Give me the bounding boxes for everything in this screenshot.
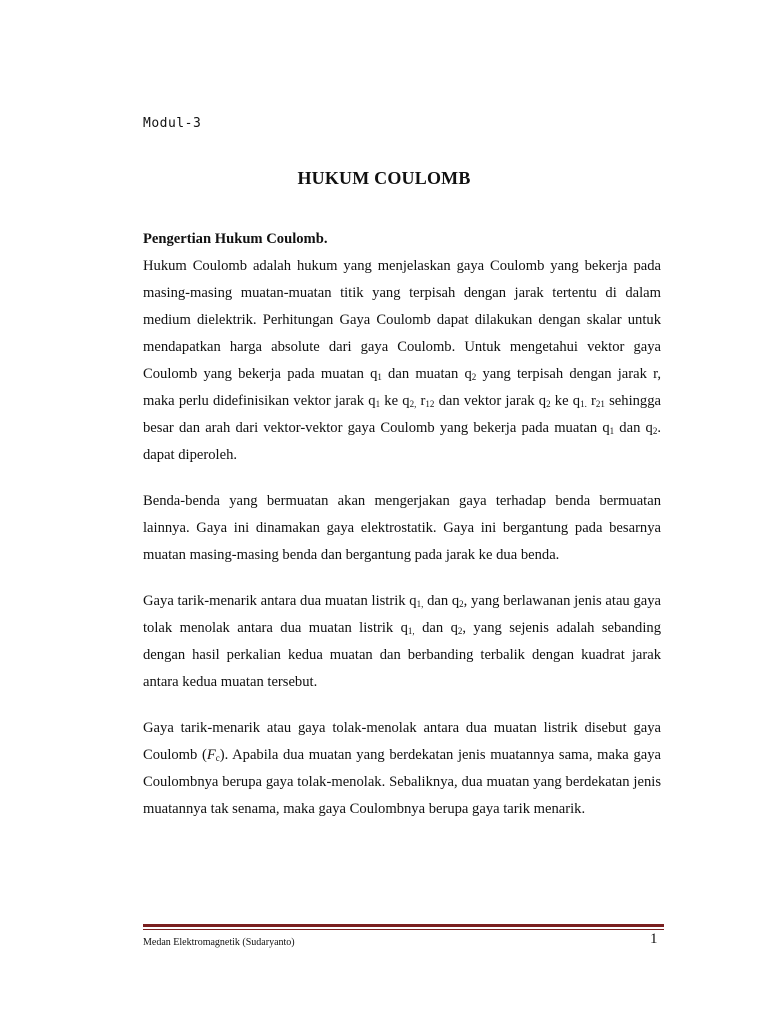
footer-rule-thick: [143, 924, 664, 927]
page-number: 1: [650, 931, 658, 947]
page-title: HUKUM COULOMB: [297, 168, 471, 188]
paragraph-2: Benda-benda yang bermuatan akan mengerjakan gaya terhadap benda bermuatan lainnya. Gaya ini dinamakan gaya elektrostatik. Gaya ini bergantung pada besarnya muatan masing-masing benda dan bergantung pada jarak ke dua benda.: [143, 493, 661, 563]
footer-rule-thin: [143, 929, 664, 930]
footer-rule: [143, 924, 664, 930]
footer-author: Medan Elektromagnetik (Sudaryanto): [143, 937, 295, 948]
paragraph-1: Hukum Coulomb adalah hukum yang menjelaskan gaya Coulomb yang bekerja pada masing-masing muatan-muatan titik yang terpisah dengan jarak tertentu di dalam medium dielektrik. Perhitungan Gaya Coulomb dapat dilakukan dengan skalar untuk mendapatkan harga absolute dari gaya Coulomb. Untuk mengetahui vektor gaya Coulomb yang bekerja pada muatan $q_1$ dan muatan $q_2$ yang terpisah dengan jarak r, maka perlu didefinisikan vektor jarak $q_1$ ke $q_{2,}$ $r_{12}$ dan vektor jarak $q_2$ ke $q_{1.}$ $r_{21}$ sehingga besar dan arah dari vektor-vektor gaya Coulomb yang bekerja pada muatan $q_1$ dan $q_2$. dapat diperoleh.: [143, 258, 662, 463]
document-body: [143, 226, 661, 842]
module-label: Modul-3: [143, 116, 202, 131]
section-heading: Pengertian Hukum Coulomb.: [143, 231, 328, 247]
paragraph-3: Gaya tarik-menarik antara dua muatan listrik $q_{1,}$ dan $q_2$, yang berlawanan jenis atau gaya tolak menolak antara dua muatan listrik $q_{1,}$ dan $q_2$, yang sejenis adalah sebanding dengan hasil perkalian kedua muatan dan berbanding terbalik dengan kuadrat jarak antara kedua muatan tersebut.: [143, 593, 662, 690]
paragraph-4: Gaya tarik-menarik atau gaya tolak-menolak antara dua muatan listrik disebut gaya Coulomb $(F_c)$. Apabila dua muatan yang berdekatan jenis muatannya sama, maka gaya Coulombnya berupa gaya tolak-menolak. Sebaliknya, dua muatan yang berdekatan jenis muatannya tak senama, maka gaya Coulombnya berupa gaya tarik menarik.: [143, 720, 661, 817]
